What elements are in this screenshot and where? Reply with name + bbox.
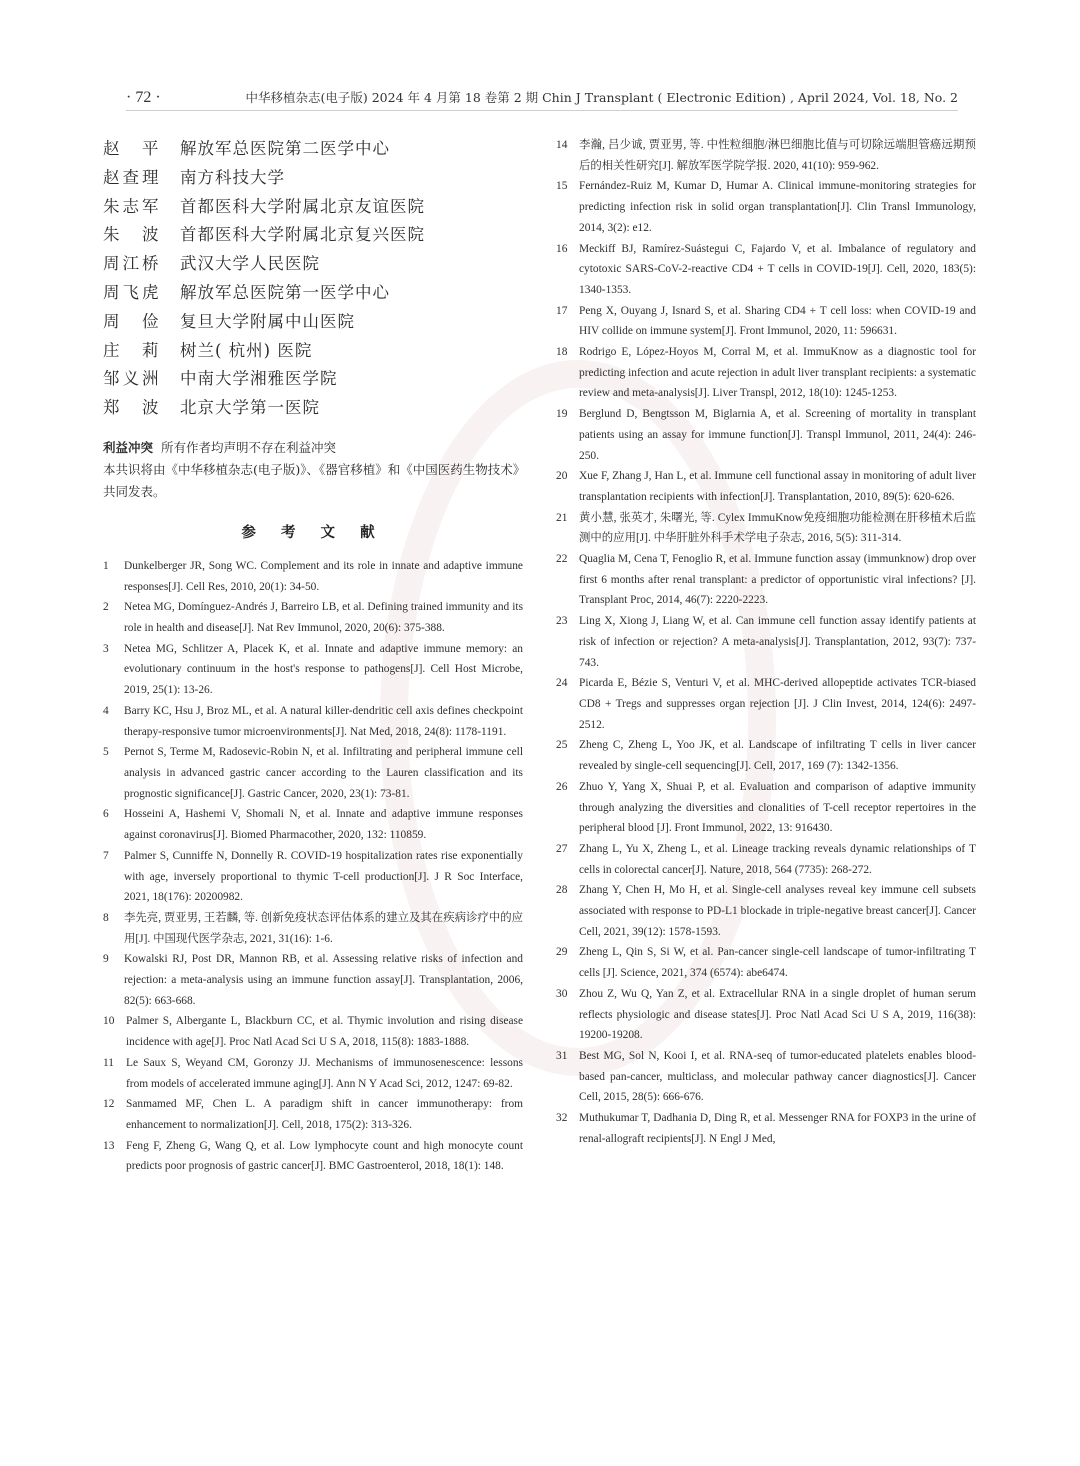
member-row	[103, 279, 523, 308]
member-institution: 南方科技大学	[180, 167, 285, 187]
member-row	[103, 337, 523, 366]
reference-text: Kowalski RJ, Post DR, Mannon RB, et al. Assessing relative risks of infection and rejection: a meta-analysis using an immune function assay[J]. Transplantation, 2006, 82(5): 663-668.	[124, 953, 523, 1007]
reference-text: Zhang Y, Chen H, Mo H, et al. Single-cell analyses reveal key immune cell subsets associated with response to PD-L1 blockade in triple-negative breast cancer[J]. Cancer Cell, 2021, 39(12): 1578-1593.	[579, 884, 976, 938]
reference-number: 24	[556, 677, 568, 690]
member-name: 周飞虎	[103, 282, 162, 302]
member-name: 邹义洲	[103, 369, 162, 389]
member-row	[103, 135, 523, 164]
reference-list-left	[103, 556, 523, 1177]
reference-text: Peng X, Ouyang J, Isnard S, et al. Sharing CD4 + T cell loss: when COVID-19 and HIV collide on immune system[J]. Front Immunol, 2020, 11: 596631.	[579, 304, 976, 338]
page-number: · 72 ·	[126, 89, 161, 106]
reference-item	[103, 742, 523, 804]
reference-item	[556, 135, 976, 176]
reference-text: Zheng C, Zheng L, Yoo JK, et al. Landscape of infiltrating T cells in liver cancer revealed by single-cell sequencing[J]. Cell, 2017, 169 (7): 1342-1356.	[579, 739, 976, 773]
member-name: 庄 莉	[103, 340, 162, 360]
reference-item	[556, 301, 976, 342]
reference-item	[556, 1108, 976, 1149]
member-institution: 中南大学湘雅医学院	[180, 369, 338, 389]
reference-text: Meckiff BJ, Ramírez-Suástegui C, Fajardo V, et al. Imbalance of regulatory and cytotoxic SARS-CoV-2-reactive CD4 + T cells in COVID-19[J]. Cell, 2020, 183(5): 1340-1353.	[579, 242, 976, 296]
reference-number: 10	[103, 1015, 115, 1028]
reference-number: 2	[103, 601, 109, 614]
reference-item	[556, 342, 976, 404]
reference-item	[103, 556, 523, 597]
reference-number: 14	[556, 139, 568, 151]
right-column	[556, 135, 976, 1149]
reference-number: 5	[103, 746, 109, 759]
reference-item	[556, 239, 976, 301]
reference-number: 29	[556, 946, 568, 959]
reference-number: 30	[556, 987, 568, 1000]
reference-number: 16	[556, 242, 568, 255]
reference-text: Hosseini A, Hashemi V, Shomali N, et al. Innate and adaptive immune responses against coronavirus[J]. Biomed Pharmacother, 2020, 132: 110859.	[124, 808, 523, 842]
reference-item	[556, 673, 976, 735]
member-institution: 武汉大学人民医院	[180, 254, 320, 274]
reference-number: 11	[103, 1056, 114, 1069]
reference-text: Quaglia M, Cena T, Fenoglio R, et al. Immune function assay (immunknow) drop over first 6 months after renal transplant: a predictor of opportunistic viral infections? [J]. Transplant Proc, 2014, 46(7): 2220-2223.	[579, 553, 976, 607]
reference-number: 9	[103, 953, 109, 966]
member-name: 赵 平	[103, 139, 162, 158]
member-name: 周 俭	[103, 311, 162, 331]
reference-text: Zheng L, Qin S, Si W, et al. Pan-cancer single-cell landscape of tumor-infiltrating T cells [J]. Science, 2021, 374 (6574): abe6474.	[579, 946, 976, 980]
reference-text: Le Saux S, Weyand CM, Goronzy JJ. Mechanisms of immunosenescence: lessons from models of accelerated immune aging[J]. Ann N Y Acad Sci, 2012, 1247: 69-82.	[126, 1056, 523, 1090]
reference-number: 23	[556, 615, 568, 628]
reference-text: Ling X, Xiong J, Liang W, et al. Can immune cell function assay identify patients at risk of infection or rejection? A meta-analysis[J]. Transplantation, 2012, 93(7): 737-743.	[579, 615, 976, 669]
reference-item	[556, 176, 976, 238]
reference-text: Berglund D, Bengtsson M, Biglarnia A, et al. Screening of mortality in transplant patients using an assay for immune function[J]. Transpl Immunol, 2011, 24(4): 246-250.	[579, 408, 976, 462]
reference-text: Dunkelberger JR, Song WC. Complement and its role in innate and adaptive immune responses[J]. Cell Res, 2010, 20(1): 34-50.	[124, 559, 523, 593]
member-row	[103, 250, 523, 279]
reference-number: 6	[103, 808, 109, 821]
publication-note: 本共识将由《中华移植杂志(电子版)》、《器官移植》和《中国医药生物技术》共同发表。	[103, 461, 520, 499]
reference-number: 28	[556, 884, 568, 897]
reference-number: 7	[103, 849, 109, 862]
reference-number: 19	[556, 408, 568, 421]
reference-text: Palmer S, Albergante L, Blackburn CC, et al. Thymic involution and rising disease incidence with age[J]. Proc Natl Acad Sci U S A, 2018, 115(8): 1883-1888.	[126, 1015, 523, 1049]
reference-text: 李先亮, 贾亚男, 王若麟, 等. 创新免疫状态评估体系的建立及其在疾病诊疗中的应用[J]. 中国现代医学杂志, 2021, 31(16): 1-6.	[124, 911, 523, 945]
reference-text: Barry KC, Hsu J, Broz ML, et al. A natural killer-dendritic cell axis defines checkpoint therapy-responsive tumor microenvironments[J]. Nat Med, 2018, 24(8): 1178-1191.	[124, 704, 523, 738]
member-institution: 复旦大学附属中山医院	[180, 311, 355, 331]
reference-item	[103, 701, 523, 742]
conflict-label: 利益冲突	[103, 439, 154, 455]
member-institution: 解放军总医院第一医学中心	[180, 282, 390, 302]
reference-item	[556, 549, 976, 611]
reference-text: Best MG, Sol N, Kooi I, et al. RNA-seq of tumor-educated platelets enables blood-based pan-cancer, multiclass, and molecular pathway cancer diagnostics[J]. Cancer Cell, 2015, 28(5): 666-676.	[579, 1049, 976, 1104]
member-row	[103, 164, 523, 193]
reference-number: 31	[556, 1049, 568, 1062]
reference-text: Zhang L, Yu X, Zheng L, et al. Lineage tracking reveals dynamic relationships of T cells in colorectal cancer[J]. Nature, 2018, 564 (7735): 268-272.	[579, 842, 976, 876]
reference-item	[556, 942, 976, 983]
reference-text: Netea MG, Domínguez-Andrés J, Barreiro LB, et al. Defining trained immunity and its role in health and disease[J]. Nat Rev Immunol, 2020, 20(6): 375-388.	[124, 601, 523, 635]
reference-number: 25	[556, 739, 568, 752]
reference-item	[556, 508, 976, 549]
member-name: 朱 波	[103, 225, 162, 245]
reference-number: 17	[556, 304, 568, 317]
reference-number: 8	[103, 911, 109, 924]
reference-number: 15	[556, 180, 568, 193]
reference-number: 27	[556, 842, 568, 855]
reference-item	[103, 639, 523, 701]
page-header	[126, 88, 958, 111]
conflict-of-interest	[103, 437, 523, 459]
reference-item	[103, 846, 523, 908]
reference-number: 22	[556, 553, 568, 566]
reference-item	[556, 466, 976, 507]
member-institution: 解放军总医院第二医学中心	[180, 139, 390, 158]
reference-number: 3	[103, 642, 109, 655]
references-heading: 参 考 文 献	[241, 523, 385, 541]
reference-number: 21	[556, 511, 568, 524]
reference-item	[103, 1053, 523, 1094]
reference-text: Picarda E, Bézie S, Venturi V, et al. MHC-derived allopeptide activates TCR-biased CD8 + Tregs and suppresses organ rejection [J]. J Clin Invest, 2014, 124(6): 2497-2512.	[579, 677, 976, 731]
member-institution: 首都医科大学附属北京友谊医院	[180, 196, 425, 216]
member-row	[103, 394, 523, 423]
member-institution: 首都医科大学附属北京复兴医院	[180, 225, 425, 245]
reference-text: 李瀚, 吕少诚, 贾亚男, 等. 中性粒细胞/淋巴细胞比值与可切除远端胆管癌远期预后的相关性研究[J]. 解放军医学院学报. 2020, 41(10): 959-962.	[579, 139, 976, 172]
member-name: 赵查理	[103, 167, 162, 187]
reference-item	[103, 908, 523, 949]
reference-text: Rodrigo E, López-Hoyos M, Corral M, et al. ImmuKnow as a diagnostic tool for predicting infection and acute rejection in adult liver transplant recipients: a systematic review and meta-analysis[J]. Liver Transpl, 2012, 18(10): 1245-1253.	[579, 346, 976, 400]
reference-text: Xue F, Zhang J, Han L, et al. Immune cell functional assay in monitoring of adult liver transplantation recipients with infection[J]. Transplantation, 2010, 89(5): 620-626.	[579, 470, 976, 503]
member-row	[103, 365, 523, 394]
reference-number: 18	[556, 346, 568, 359]
reference-item	[103, 804, 523, 845]
member-institution: 北京大学第一医院	[180, 398, 320, 418]
reference-text: Netea MG, Schlitzer A, Placek K, et al. Innate and adaptive immune memory: an evolutionary continuum in the host's response to pathogens[J]. Cell Host Microbe, 2019, 25(1): 13-26.	[124, 642, 523, 697]
reference-number: 4	[103, 704, 109, 717]
member-row	[103, 193, 523, 222]
reference-text: Zhuo Y, Yang X, Shuai P, et al. Evaluation and comparison of adaptive immunity through analyzing the diversities and clonalities of T-cell receptor repertoires in the peripheral blood [J]. Front Immunol, 2022, 13: 916430.	[579, 780, 976, 835]
member-name: 周江桥	[103, 254, 162, 274]
reference-text: Zhou Z, Wu Q, Yan Z, et al. Extracellular RNA in a single droplet of human serum reflects physiologic and disease states[J]. Proc Natl Acad Sci U S A, 2019, 116(38): 19200-19208.	[579, 987, 976, 1042]
member-row	[103, 221, 523, 250]
reference-item	[556, 880, 976, 942]
reference-item	[556, 984, 976, 1046]
reference-text: Muthukumar T, Dadhania D, Ding R, et al. Messenger RNA for FOXP3 in the urine of renal-allograft recipients[J]. N Engl J Med,	[579, 1112, 976, 1145]
left-column	[103, 135, 523, 1177]
reference-text: Pernot S, Terme M, Radosevic-Robin N, et al. Infiltrating and peripheral immune cell analysis in advanced gastric cancer according to the Lauren classification and its prognostic significance[J]. Gastric Cancer, 2020, 23(1): 73-81.	[124, 746, 523, 800]
reference-text: Palmer S, Cunniffe N, Donnelly R. COVID-19 hospitalization rates rise exponentially with age, inversely proportional to thymic T-cell production[J]. J R Soc Interface, 2021, 18(176): 20200982.	[124, 849, 523, 904]
reference-item	[556, 735, 976, 776]
reference-item	[103, 597, 523, 638]
reference-text: Feng F, Zheng G, Wang Q, et al. Low lymphocyte count and high monocyte count predicts poor prognosis of gastric cancer[J]. BMC Gastroenterol, 2018, 18(1): 148.	[126, 1139, 523, 1173]
reference-text: Sanmamed MF, Chen L. A paradigm shift in cancer immunotherapy: from enhancement to normalization[J]. Cell, 2018, 175(2): 313-326.	[126, 1098, 523, 1131]
reference-text: 黄小慧, 张英才, 朱曙光, 等. Cylex ImmuKnow免疫细胞功能检测在肝移植术后监测中的应用[J]. 中华肝脏外科手术学电子杂志, 2016, 5(5): 311-314.	[579, 511, 976, 545]
reference-item	[556, 611, 976, 673]
reference-item	[103, 1136, 523, 1177]
reference-number: 13	[103, 1139, 115, 1152]
reference-item	[556, 1046, 976, 1108]
member-row	[103, 308, 523, 337]
reference-item	[556, 777, 976, 839]
reference-item	[556, 404, 976, 466]
journal-citation: 中华移植杂志(电子版) 2024 年 4 月第 18 卷第 2 期 Chin J Transplant ( Electronic Edition) , April 2024, Vol. 18, No. 2	[245, 90, 958, 105]
member-name: 朱志军	[103, 196, 162, 216]
member-name: 郑 波	[103, 398, 162, 418]
reference-item	[103, 1094, 523, 1135]
reference-number: 32	[556, 1112, 568, 1125]
reference-number: 1	[103, 559, 109, 572]
reference-item	[103, 1011, 523, 1052]
member-list	[103, 135, 523, 423]
reference-text: Fernández-Ruiz M, Kumar D, Humar A. Clinical immune-monitoring strategies for predicting infection risk in solid organ transplantation[J]. Clin Transl Immunology, 2014, 3(2): e12.	[579, 180, 976, 234]
reference-number: 26	[556, 780, 568, 793]
reference-item	[556, 839, 976, 880]
reference-number: 20	[556, 470, 568, 483]
reference-item	[103, 949, 523, 1011]
conflict-text: 所有作者均声明不存在利益冲突	[161, 439, 337, 455]
reference-number: 12	[103, 1098, 115, 1111]
reference-list-right	[556, 135, 976, 1149]
member-institution: 树兰( 杭州) 医院	[180, 340, 313, 360]
